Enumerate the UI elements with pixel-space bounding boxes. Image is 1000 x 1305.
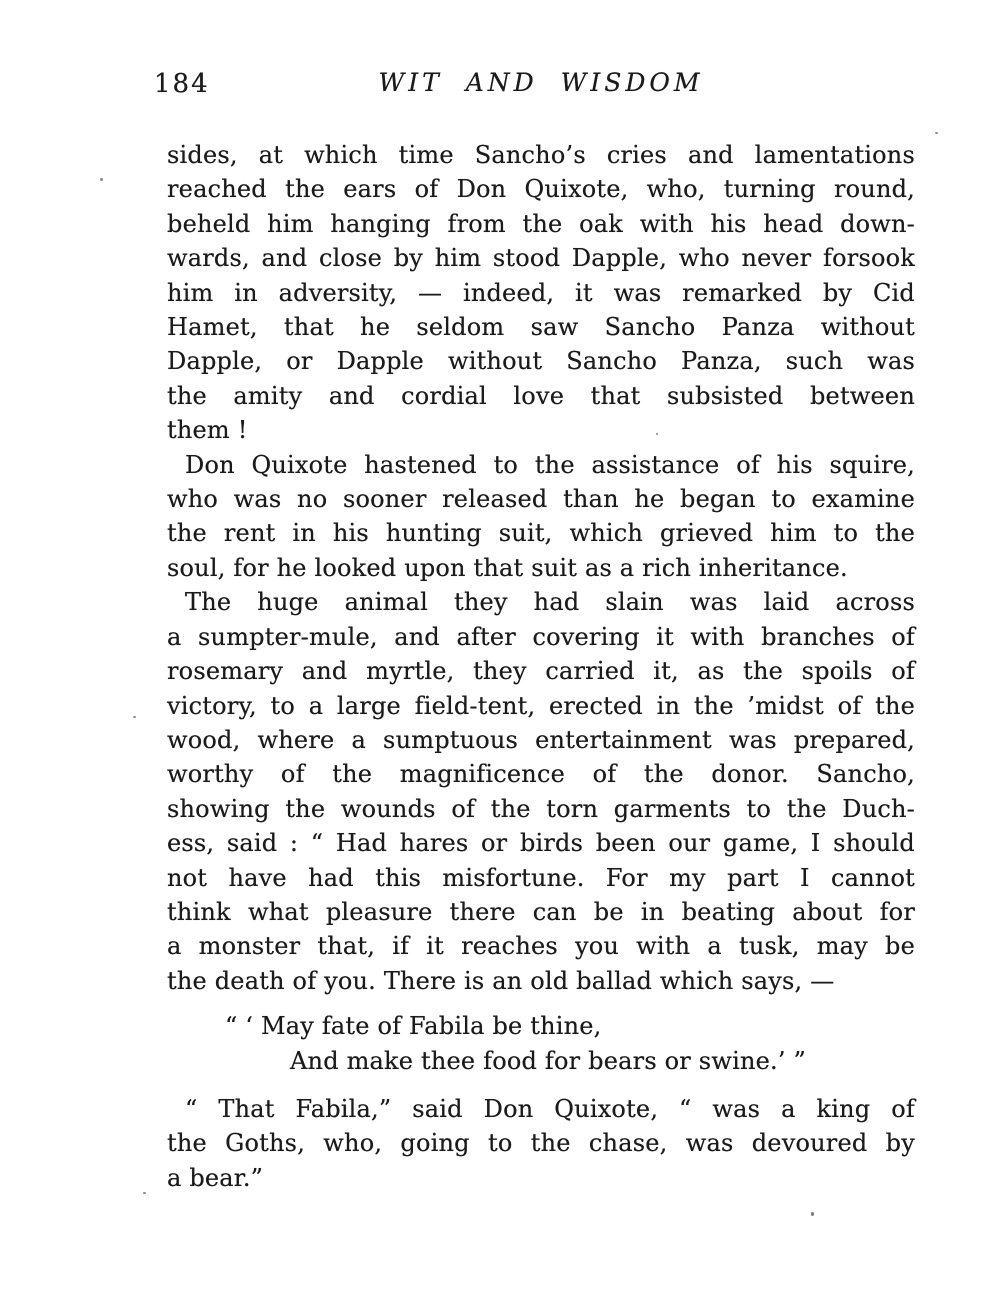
text-line: him in adversity, — indeed, it was remarked by Cid (167, 278, 915, 307)
text-line: rosemary and myrtle, they carried it, as the spoils of (167, 657, 915, 686)
scan-speck (811, 1212, 814, 1216)
text-line: not have had this misfortune. For my part I cannot (167, 863, 915, 892)
text-line: wards, and close by him stood Dapple, who never forsook (167, 244, 915, 273)
text-line: victory, to a large field-tent, erected in the ’midst of the (167, 691, 915, 720)
text-line: the death of you. There is an old ballad which says, — (167, 966, 835, 995)
scan-speck (133, 716, 136, 718)
running-title: WIT AND WISDOM (378, 68, 704, 97)
text-line: showing the wounds of the torn garments to the Duch- (167, 794, 915, 823)
text-body (167, 138, 915, 1195)
text-line: beheld him hanging from the oak with his head down- (167, 209, 915, 238)
text-line: sides, at which time Sancho’s cries and lamentations (167, 141, 915, 169)
text-line: them ! (167, 416, 248, 445)
text-line: a bear.” (167, 1163, 264, 1192)
text-line: Dapple, or Dapple without Sancho Panza, such was (167, 347, 915, 376)
text-line: reached the ears of Don Quixote, who, turning round, (167, 175, 915, 204)
scan-speck (143, 1192, 146, 1194)
text-line: the Goths, who, going to the chase, was devoured by (167, 1129, 915, 1158)
page-number: 184 (154, 69, 210, 99)
scan-speck (935, 132, 938, 134)
paragraph (167, 448, 915, 586)
text-line: a monster that, if it reaches you with a tusk, may be (167, 932, 915, 961)
verse-block (167, 1009, 915, 1078)
text-line: Hamet, that he seldom saw Sancho Panza without (167, 313, 915, 342)
text-line: ess, said : “ Had hares or birds been our game, I should (167, 829, 915, 858)
text-line: soul, for he looked upon that suit as a rich inheritance. (167, 553, 848, 582)
scan-speck (100, 178, 103, 181)
text-line: “ That Fabila,” said Don Quixote, “ was a king of (185, 1094, 915, 1123)
text-line: And make thee food for bears or swine.’ ” (290, 1046, 806, 1075)
paragraph (167, 585, 915, 998)
text-line: the amity and cordial love that subsisted between (167, 381, 915, 410)
text-line: think what pleasure there can be in beating about for (167, 897, 915, 926)
paragraph (167, 1092, 915, 1195)
page-header (154, 68, 915, 102)
text-line: who was no sooner released than he began to examine (167, 485, 915, 514)
text-line: a sumpter-mule, and after covering it with branches of (167, 622, 915, 651)
scan-speck (656, 433, 658, 435)
text-line: Don Quixote hastened to the assistance of his squire, (185, 450, 915, 479)
text-line: the rent in his hunting suit, which grieved him to the (167, 519, 915, 548)
text-line: The huge animal they had slain was laid across (185, 588, 915, 617)
text-line: worthy of the magnificence of the donor. Sancho, (167, 760, 915, 789)
paragraph (167, 138, 915, 448)
text-line: “ ‘ May fate of Fabila be thine, (225, 1012, 602, 1041)
text-line: wood, where a sumptuous entertainment was prepared, (167, 725, 915, 754)
